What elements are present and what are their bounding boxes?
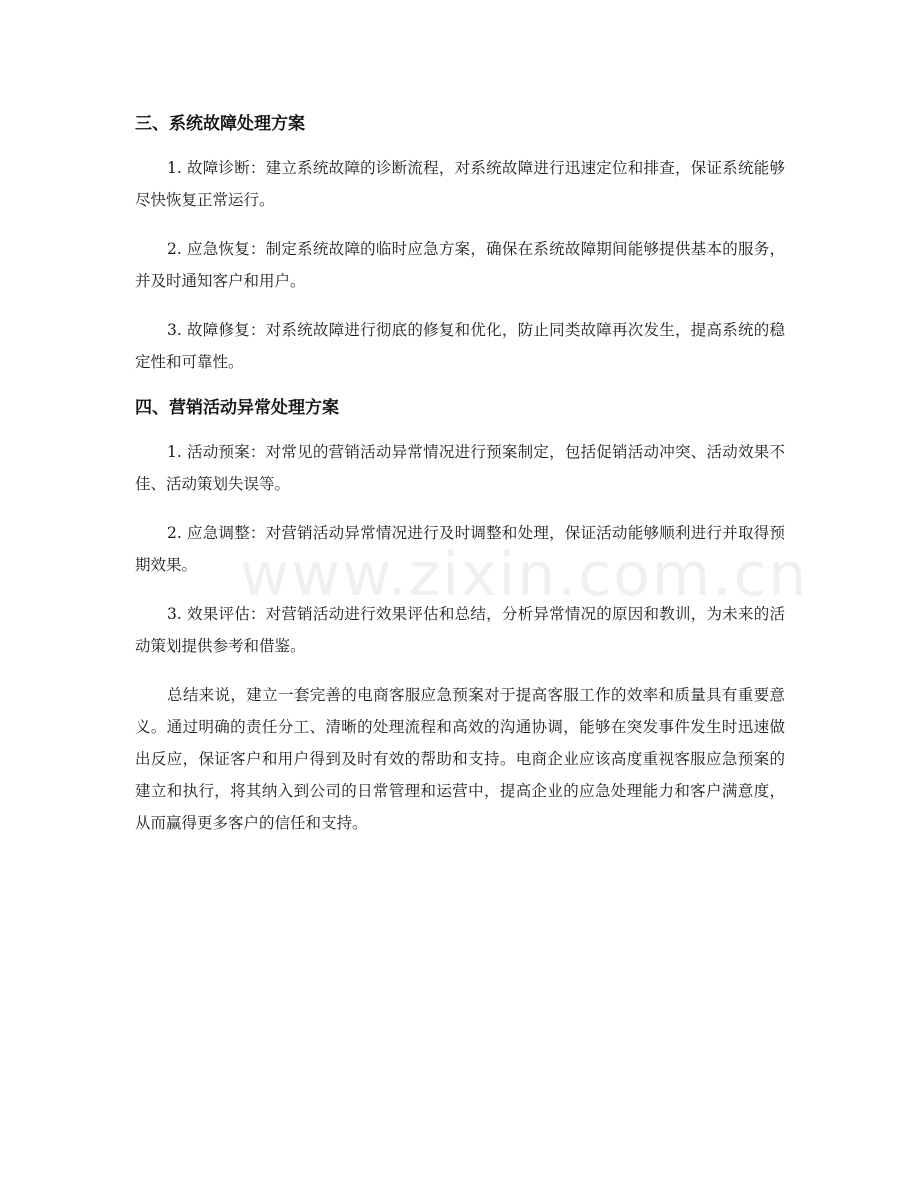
section-heading-marketing-exception: 四、营销活动异常处理方案 [135,398,339,418]
paragraph-activity-plan: 1. 活动预案：对常见的营销活动异常情况进行预案制定，包括促销活动冲突、活动效果不佳、活动策划失误等。 [135,443,785,493]
paragraph-emergency-recovery: 2. 应急恢复：制定系统故障的临时应急方案，确保在系统故障期间能够提供基本的服务，并及时通知客户和用户。 [135,240,785,290]
paragraph-emergency-adjustment: 2. 应急调整：对营销活动异常情况进行及时调整和处理，保证活动能够顺利进行并取得预期效果。 [135,524,785,574]
document-content [135,108,785,839]
watermark: www.zixin.com.cn [240,540,809,610]
paragraph-fault-diagnosis: 1. 故障诊断：建立系统故障的诊断流程，对系统故障进行迅速定位和排查，保证系统能够尽快恢复正常运行。 [135,159,785,209]
paragraph-fault-repair: 3. 故障修复：对系统故障进行彻底的修复和优化，防止同类故障再次发生，提高系统的稳定性和可靠性。 [135,321,785,371]
section-heading-system-fault: 三、系统故障处理方案 [135,114,305,134]
paragraph-summary: 总结来说，建立一套完善的电商客服应急预案对于提高客服工作的效率和质量具有重要意义。通过明确的责任分工、清晰的处理流程和高效的沟通协调，能够在突发事件发生时迅速做出反应，保证客户和用户得到及时有效的帮助和支持。电商企业应该高度重视客服应急预案的建立和执行，将其纳入到公司的日常管理和运营中，提高企业的应急处理能力和客户满意度，从而赢得更多客户的信任和支持。 [135,686,785,832]
paragraph-effect-evaluation: 3. 效果评估：对营销活动进行效果评估和总结，分析异常情况的原因和教训，为未来的活动策划提供参考和借鉴。 [135,605,785,655]
